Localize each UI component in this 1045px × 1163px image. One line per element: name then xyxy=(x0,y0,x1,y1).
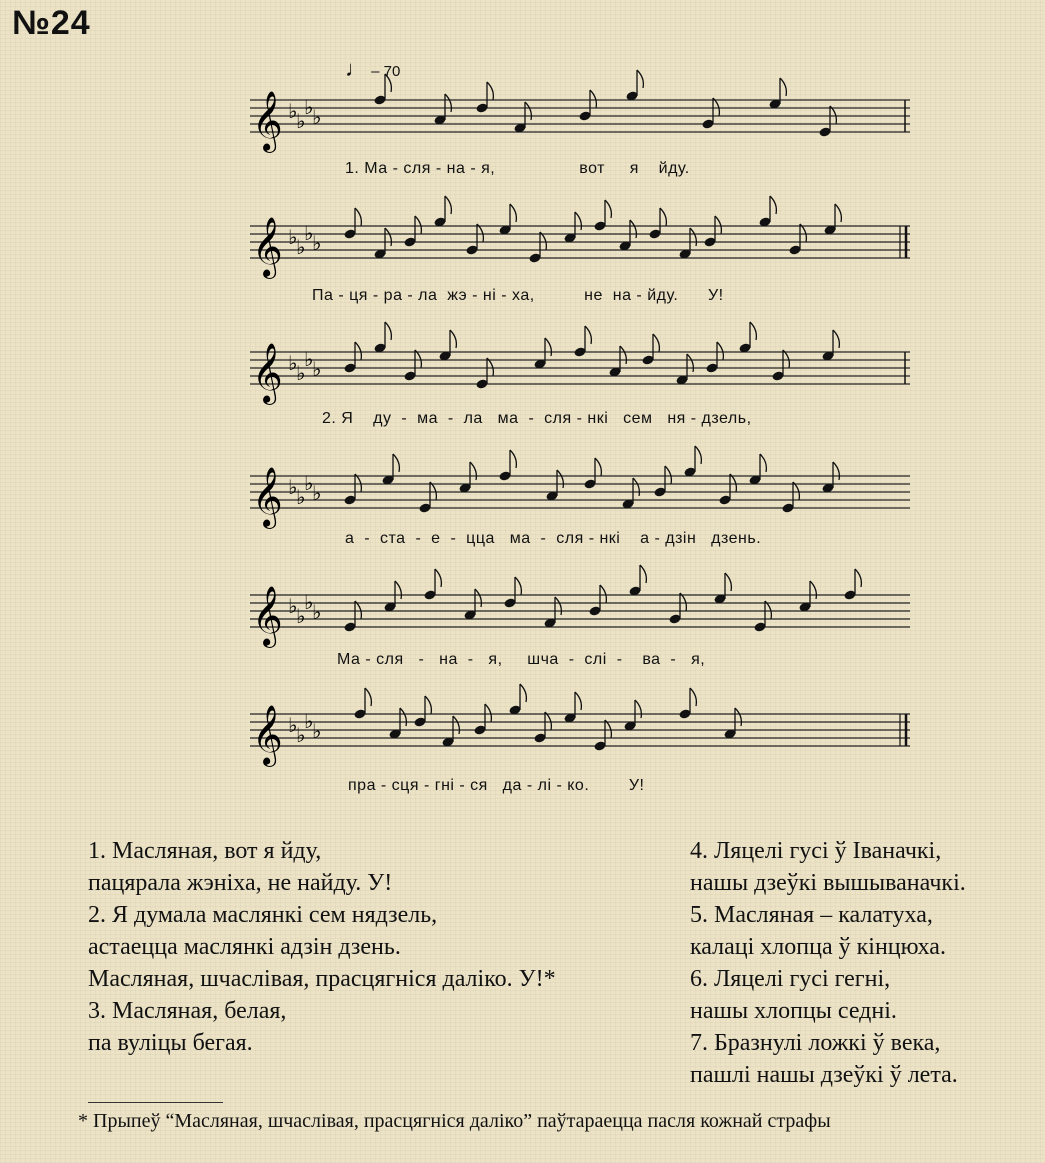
flat-sign-icon: ♭ xyxy=(304,95,314,119)
flat-sign-icon: ♭ xyxy=(296,235,306,259)
verses-right xyxy=(690,835,966,1091)
note-flag xyxy=(793,482,799,500)
note-flag xyxy=(450,330,456,348)
treble-clef-icon: 𝄞 xyxy=(252,705,283,765)
note-flag xyxy=(630,220,636,238)
note-flag xyxy=(835,204,841,222)
note-flag xyxy=(635,700,641,718)
note-flag xyxy=(510,204,516,222)
treble-clef-icon: 𝄞 xyxy=(252,467,283,527)
note-flag xyxy=(545,338,551,356)
verse-line: калаці хлопца ў кінцюха. xyxy=(690,934,946,960)
lyrics-line-4: а - ста - е - цца ма - сля - нкі а - дзін дзень. xyxy=(345,530,762,547)
note-flag xyxy=(557,470,563,488)
note-flag xyxy=(595,458,601,476)
note-flag xyxy=(717,342,723,360)
note-flag xyxy=(690,228,696,246)
note-flag xyxy=(770,196,776,214)
verse-line: 1. Масляная, вот я йду, xyxy=(88,838,322,864)
flat-sign-icon: ♭ xyxy=(296,604,306,628)
note-flag xyxy=(545,712,551,730)
flat-sign-icon: ♭ xyxy=(288,225,298,249)
note-flag xyxy=(393,454,399,472)
flat-sign-icon: ♭ xyxy=(312,231,322,255)
verse-line: нашы хлопцы седні. xyxy=(690,998,897,1024)
note-flag xyxy=(637,70,643,88)
note-flag xyxy=(477,224,483,242)
note-flag xyxy=(800,224,806,242)
note-flag xyxy=(575,212,581,230)
note-flag xyxy=(780,78,786,96)
note-flag xyxy=(830,106,836,124)
flat-sign-icon: ♭ xyxy=(288,99,298,123)
note-flag xyxy=(487,82,493,100)
verse-line: па вуліцы бегая. xyxy=(88,1030,253,1056)
note-flag xyxy=(555,597,561,615)
flat-sign-icon: ♭ xyxy=(296,723,306,747)
note-flag xyxy=(735,708,741,726)
note-flag xyxy=(585,326,591,344)
note-flag xyxy=(633,478,639,496)
note-flag xyxy=(730,474,736,492)
note-flag xyxy=(415,216,421,234)
note-flag xyxy=(665,466,671,484)
note-flag xyxy=(540,232,546,250)
verse-line: 3. Масляная, белая, xyxy=(88,998,287,1024)
note-flag xyxy=(525,102,531,120)
note-flag xyxy=(605,200,611,218)
note-flag xyxy=(487,358,493,376)
music-staff-5 xyxy=(250,565,910,665)
lyrics-line-5: Ма - сля - на - я, шча - слі - ва - я, xyxy=(337,651,706,668)
verse-line: Масляная, шчаслівая, прасцягніся даліко. У!* xyxy=(88,966,556,992)
lyrics-line-3: 2. Я ду - ма - ла ма - сля - нкі сем ня - дзель, xyxy=(322,410,752,427)
note-flag xyxy=(690,688,696,706)
note-flag xyxy=(725,573,731,591)
flat-sign-icon: ♭ xyxy=(312,357,322,381)
note-flag xyxy=(713,98,719,116)
flat-sign-icon: ♭ xyxy=(304,471,314,495)
note-flag xyxy=(425,696,431,714)
note-flag xyxy=(435,569,441,587)
quarter-note-icon: ♩ xyxy=(345,56,367,81)
note-flag xyxy=(520,684,526,702)
lyrics-line-2: Па - ця - ра - ла жэ - ні - ха, не на - йду. У! xyxy=(312,287,724,304)
music-staff-3 xyxy=(250,322,910,422)
flat-sign-icon: ♭ xyxy=(312,481,322,505)
flat-sign-icon: ♭ xyxy=(312,105,322,129)
note-flag xyxy=(660,208,666,226)
note-flag xyxy=(510,450,516,468)
note-flag xyxy=(445,196,451,214)
note-flag xyxy=(783,350,789,368)
note-flag xyxy=(395,581,401,599)
flat-sign-icon: ♭ xyxy=(304,590,314,614)
flat-sign-icon: ♭ xyxy=(304,709,314,733)
flat-sign-icon: ♭ xyxy=(288,713,298,737)
lyrics-line-6: пра - сця - гні - ся да - лі - ко. У! xyxy=(348,777,645,794)
treble-clef-icon: 𝄞 xyxy=(252,586,283,646)
flat-sign-icon: ♭ xyxy=(304,347,314,371)
note-flag xyxy=(687,354,693,372)
note-flag xyxy=(695,446,701,464)
music-staff-6 xyxy=(250,684,910,784)
note-flag xyxy=(475,589,481,607)
note-flag xyxy=(355,208,361,226)
note-flag xyxy=(385,74,391,92)
treble-clef-icon: 𝄞 xyxy=(252,91,283,151)
flat-sign-icon: ♭ xyxy=(296,485,306,509)
note-flag xyxy=(515,577,521,595)
note-flag xyxy=(355,342,361,360)
note-flag xyxy=(653,334,659,352)
footnote: * Прыпеў “Масляная, шчаслівая, прасцягніся даліко” паўтараецца пасля кожнай страфы xyxy=(78,1110,831,1132)
note-flag xyxy=(765,601,771,619)
flat-sign-icon: ♭ xyxy=(288,594,298,618)
verse-line: 5. Масляная – калатуха, xyxy=(690,902,933,928)
note-flag xyxy=(833,462,839,480)
note-flag xyxy=(355,474,361,492)
note-flag xyxy=(430,482,436,500)
verse-line: 2. Я думала маслянкі сем нядзель, xyxy=(88,902,438,928)
flat-sign-icon: ♭ xyxy=(288,351,298,375)
song-number: №24 xyxy=(12,4,91,42)
note-flag xyxy=(760,454,766,472)
note-flag xyxy=(365,688,371,706)
verses-left xyxy=(88,835,556,1059)
note-flag xyxy=(415,350,421,368)
verse-line: астаецца маслянкі адзін дзень. xyxy=(88,934,401,960)
flat-sign-icon: ♭ xyxy=(296,109,306,133)
note-flag xyxy=(640,565,646,583)
note-flag xyxy=(680,593,686,611)
note-flag xyxy=(385,228,391,246)
note-flag xyxy=(445,94,451,112)
note-flag xyxy=(833,330,839,348)
note-flag xyxy=(575,692,581,710)
verse-line: 7. Бразнулі ложкі ў века, xyxy=(690,1030,941,1056)
verse-line: нашы дзеўкі вышываначкі. xyxy=(690,870,966,896)
verse-line: 6. Ляцелі гусі гегні, xyxy=(690,966,891,992)
music-staff-2 xyxy=(250,196,910,296)
footnote-divider xyxy=(88,1102,223,1103)
treble-clef-icon: 𝄞 xyxy=(252,343,283,403)
note-flag xyxy=(620,346,626,364)
lyrics-line-1: 1. Ма - сля - на - я, вот я йду. xyxy=(345,160,690,177)
note-flag xyxy=(355,601,361,619)
verse-line: пацярала жэніха, не найду. У! xyxy=(88,870,393,896)
note-flag xyxy=(470,462,476,480)
note-flag xyxy=(453,716,459,734)
note-flag xyxy=(385,322,391,340)
note-flag xyxy=(590,90,596,108)
treble-clef-icon: 𝄞 xyxy=(252,217,283,277)
note-flag xyxy=(750,322,756,340)
flat-sign-icon: ♭ xyxy=(312,600,322,624)
note-flag xyxy=(485,704,491,722)
flat-sign-icon: ♭ xyxy=(312,719,322,743)
music-staff-1 xyxy=(250,70,910,170)
note-flag xyxy=(600,585,606,603)
note-flag xyxy=(810,581,816,599)
note-flag xyxy=(400,708,406,726)
verse-line: 4. Ляцелі гусі ў Іваначкі, xyxy=(690,838,942,864)
note-flag xyxy=(605,720,611,738)
flat-sign-icon: ♭ xyxy=(288,475,298,499)
flat-sign-icon: ♭ xyxy=(304,221,314,245)
tempo-value: – 70 xyxy=(371,63,401,80)
note-flag xyxy=(855,569,861,587)
verse-line: пашлі нашы дзеўкі ў лета. xyxy=(690,1062,958,1088)
flat-sign-icon: ♭ xyxy=(296,361,306,385)
note-flag xyxy=(715,216,721,234)
